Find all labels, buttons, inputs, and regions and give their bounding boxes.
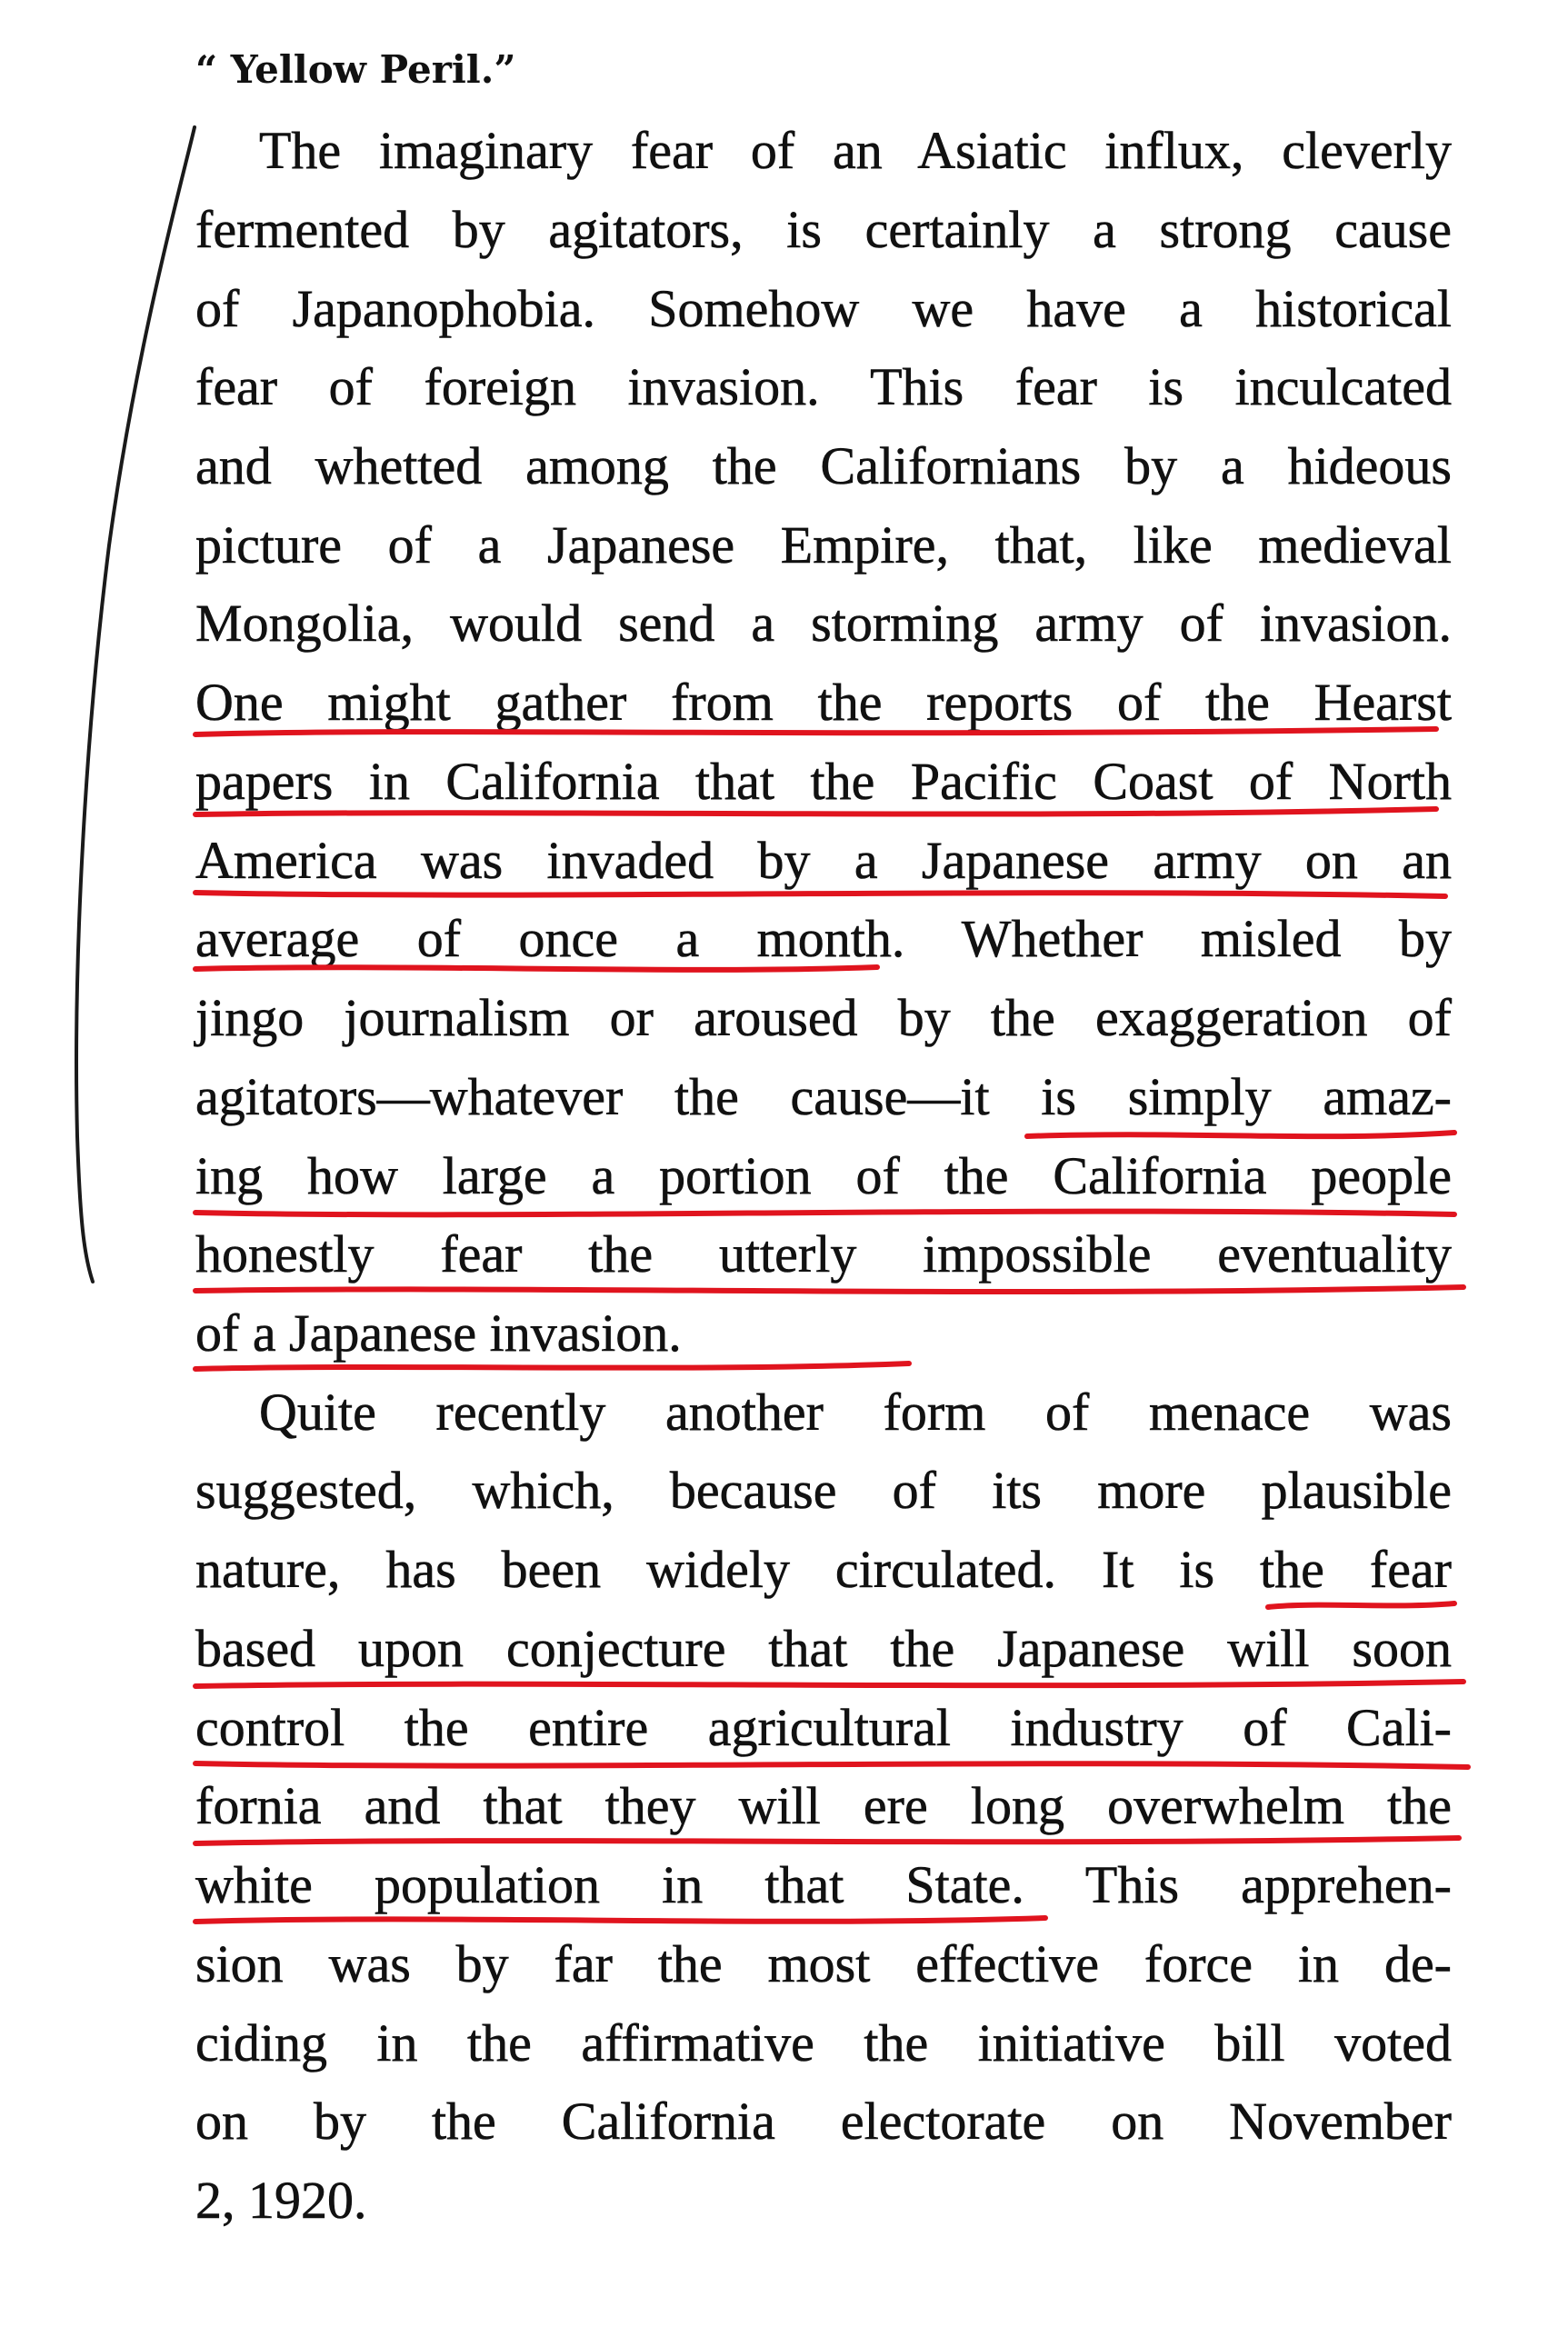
text-line: America was invaded by a Japanese army on an — [195, 831, 1452, 890]
text-line: sion was by far the most effective force in de- — [195, 1934, 1452, 1993]
text-line: fornia and that they will ere long overwhelm the — [195, 1776, 1452, 1835]
text-line: honestly fear the utterly impossible eventuality — [195, 1224, 1452, 1283]
text-line: control the entire agricultural industry of Cali- — [195, 1698, 1452, 1757]
text-line: based upon conjecture that the Japanese will soon — [195, 1619, 1452, 1678]
text-line: white population in that State. This apprehen- — [195, 1855, 1452, 1914]
text-line: papers in California that the Pacific Coast of North — [195, 752, 1452, 811]
margin-bracket-mark — [76, 127, 195, 1282]
text-line: of a Japanese invasion. — [195, 1303, 682, 1363]
text-line: average of once a month. Whether misled by — [195, 909, 1452, 968]
red-underline — [195, 1763, 1468, 1767]
text-line: ing how large a portion of the California people — [195, 1146, 1452, 1205]
text-line: of Japanophobia. Somehow we have a historical — [195, 279, 1452, 338]
text-line: nature, has been widely circulated. It is the fear — [195, 1540, 1452, 1599]
text-line: fear of foreign invasion. This fear is inculcated — [195, 357, 1452, 416]
text-line: Quite recently another form of menace was — [259, 1383, 1452, 1442]
red-underline — [195, 1918, 1045, 1922]
text-line: suggested, which, because of its more plausible — [195, 1461, 1452, 1520]
text-line: picture of a Japanese Empire, that, like medieval — [195, 515, 1452, 574]
text-line: Mongolia, would send a storming army of invasion. — [195, 594, 1452, 653]
red-underline — [195, 1682, 1463, 1686]
text-line: agitators—whatever the cause—it is simply amaz- — [195, 1067, 1452, 1126]
text-line: and whetted among the Californians by a hideous — [195, 436, 1452, 495]
text-line: 2, 1920. — [195, 2171, 367, 2230]
red-underline — [195, 1838, 1459, 1843]
red-underline — [195, 1363, 909, 1369]
text-line: fermented by agitators, is certainly a strong cause — [195, 200, 1452, 259]
red-underline — [195, 1287, 1463, 1292]
text-line: on by the California electorate on November — [195, 2092, 1452, 2151]
text-line: One might gather from the reports of the Hearst — [195, 673, 1452, 732]
red-underline — [1027, 1133, 1454, 1136]
text-line: jingo journalism or aroused by the exaggeration of — [195, 988, 1452, 1047]
red-underline — [1268, 1603, 1454, 1607]
red-underline — [195, 893, 1445, 896]
text-line: ciding in the affirmative the initiative bill voted — [195, 2013, 1452, 2072]
section-heading: “ Yellow Peril.” — [195, 47, 516, 92]
text-line: The imaginary fear of an Asiatic influx, cleverly — [259, 121, 1452, 180]
red-underline — [195, 1212, 1454, 1215]
